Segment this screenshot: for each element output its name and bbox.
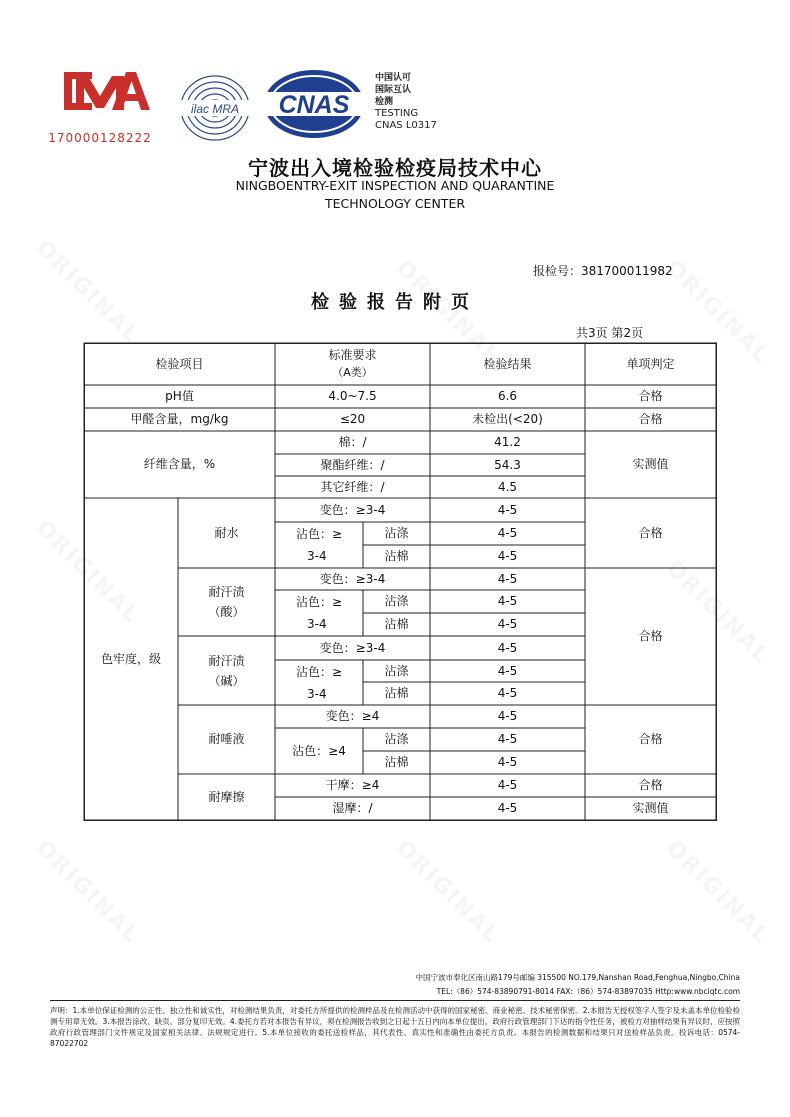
rubbing-wet-judgement: 实测值 <box>632 801 669 815</box>
saliva-stain-polyester: 沾涤 <box>384 732 409 746</box>
sweat-alkali-label-line2: （碱） <box>208 673 245 688</box>
ph-label: pH值 <box>165 389 194 403</box>
sweat-acid-change-result: 4-5 <box>497 571 518 586</box>
footer-statement: 声明：1.本单位保证检测的公正性、独立性和诚实性，对检测结果负责，对委托方所提供的检测样品及在检测活动中获得的国家秘密、商业秘密、技术秘密保密。2.本报告无授权签字人签字及未盖本单位检验检测专用章无效。3.本报告涂改、缺页、部分复印无效。4.委托方若对本报告有异议，须在检测报告收到之日起十五日内向本单位提出。政府行政管理部门下达的指令性任务，被检方对抽样结果有异议时，应按照政府行政管理部门文件规定及国家相关法律、法规规定进行。5.本单位接收的委托送检样品，其代表性、真实性和准确性由委托方负责。本报告的检测数据和结果只对送检样品负责。投诉电话：0574-87022702 <box>50 1006 740 1048</box>
sweat-acid-stain-cotton: 沾棉 <box>384 617 409 631</box>
page-info: 共3页 第2页 <box>576 326 644 340</box>
saliva-stain-cotton: 沾棉 <box>384 755 409 769</box>
rubbing-dry-standard: 干摩：≥4 <box>325 778 380 792</box>
sweat-acid-stain-polyester-result: 4-5 <box>497 594 518 608</box>
water-change-standard: 变色：≥3-4 <box>319 502 386 517</box>
header-result: 检验结果 <box>483 356 532 371</box>
cma-logo-text: CMA <box>100 114 103 115</box>
report-title: 检验报告附页 <box>311 292 479 313</box>
footer-address: 中国宁波市奉化区南山路179号邮编 315500 NO.179,Nanshan Road,Fenghua,Ningbo,China <box>415 973 740 982</box>
rubbing-dry-result: 4-5 <box>497 778 518 792</box>
rubbing-wet-standard: 湿摩：/ <box>332 801 373 815</box>
rubbing-wet-result: 4-5 <box>497 801 518 815</box>
sweat-alkali-stain-cotton: 沾棉 <box>384 686 409 700</box>
water-stain-polyester-result: 4-5 <box>497 526 518 540</box>
saliva-judgement: 合格 <box>638 732 663 746</box>
org-name-en-line2: TECHNOLOGY CENTER <box>324 196 466 211</box>
cnas-text-line: CNAS L0317 <box>375 120 437 131</box>
water-stain-label-line2: 3-4 <box>307 549 327 563</box>
fiber-standard-polyester: 聚酯纤维：/ <box>320 457 385 472</box>
org-name-en-line1: NINGBOENTRY-EXIT INSPECTION AND QUARANTINE <box>235 178 555 193</box>
sweat-acid-label-line1: 耐汗渍 <box>208 585 245 599</box>
fiber-result-cotton: 41.2 <box>494 435 521 449</box>
sweat-acid-stain-label <box>275 590 363 636</box>
cma-number: 170000128222 <box>48 131 152 145</box>
water-stain-cotton-result: 4-5 <box>497 549 518 563</box>
sweat-acid-stain-cotton-result: 4-5 <box>497 617 518 631</box>
sweat-acid-label <box>178 568 275 636</box>
water-stain-polyester: 沾涤 <box>384 526 409 540</box>
cnas-text-line: 检测 <box>375 97 394 107</box>
sweat-alkali-stain-label-line2: 3-4 <box>307 686 327 701</box>
water-stain-cotton: 沾棉 <box>384 549 409 563</box>
cnas-logo-text: CNAS <box>278 91 350 119</box>
sweat-alkali-change-standard: 变色：≥3-4 <box>319 640 386 655</box>
water-label: 耐水 <box>214 525 239 540</box>
fiber-result-other: 4.5 <box>497 479 518 494</box>
sweat-alkali-stain-polyester-result: 4-5 <box>497 663 518 678</box>
formaldehyde-result: 未检出(<20) <box>472 412 543 426</box>
footer-divider <box>50 1000 740 1001</box>
fiber-judgement: 实测值 <box>632 457 669 471</box>
cnas-text-line: 中国认可 <box>375 73 412 83</box>
ph-result: 6.6 <box>497 389 518 403</box>
sweat-acid-stain-label-line2: 3-4 <box>307 617 327 631</box>
sweat-acid-stain-label-line1: 沾色：≥ <box>295 595 343 609</box>
sweat-alkali-stain-cotton-result: 4-5 <box>497 686 518 700</box>
water-stain-label <box>275 522 363 568</box>
cnas-text-line: TESTING <box>375 108 419 119</box>
saliva-stain-polyester-result: 4-5 <box>497 732 518 746</box>
footer-contact: TEL:（86）574-83890791-8014 FAX:（86）574-83897035 Http:www.nbciqtc.com <box>436 987 740 996</box>
fiber-result-polyester: 54.3 <box>494 457 521 472</box>
water-change-result: 4-5 <box>497 502 518 517</box>
header-standard <box>275 343 430 385</box>
sweat-acid-stain-polyester: 沾涤 <box>384 594 409 608</box>
fiber-standard-other: 其它纤维：/ <box>320 479 385 494</box>
report-number: 报检号：381700011982 <box>533 264 673 278</box>
ph-judgement: 合格 <box>638 389 663 403</box>
formaldehyde-label: 甲醛含量，mg/kg <box>130 412 229 426</box>
rubbing-dry-judgement: 合格 <box>638 778 663 792</box>
saliva-stain-cotton-result: 4-5 <box>497 755 518 769</box>
saliva-change-result: 4-5 <box>497 709 518 723</box>
fiber-standard-cotton: 棉：/ <box>338 435 367 449</box>
header-item: 检验项目 <box>155 356 204 371</box>
ilac-logo-text: ilac MRA <box>190 102 240 116</box>
sweat-alkali-change-result: 4-5 <box>497 640 518 655</box>
sweat-acid-label-line2: （酸） <box>208 605 245 619</box>
ph-standard: 4.0~7.5 <box>328 389 377 403</box>
sweat-alkali-stain-label <box>275 660 363 705</box>
org-name-cn: 宁波出入境检验检疫局技术中心 <box>248 156 542 180</box>
header-standard-line1: 标准要求 <box>328 348 377 362</box>
formaldehyde-judgement: 合格 <box>638 412 663 426</box>
saliva-label: 耐唾液 <box>208 732 245 746</box>
fiber-label: 纤维含量，% <box>143 457 216 471</box>
water-stain-label-line1: 沾色：≥ <box>295 527 343 541</box>
sweat-judgement: 合格 <box>638 629 663 643</box>
rubbing-label: 耐摩擦 <box>208 789 245 804</box>
sweat-alkali-stain-polyester: 沾涤 <box>384 663 409 678</box>
colorfastness-label: 色牢度，级 <box>100 651 161 666</box>
sweat-alkali-stain-label-line1: 沾色：≥ <box>295 664 343 679</box>
sweat-acid-change-standard: 变色：≥3-4 <box>319 571 386 586</box>
water-judgement: 合格 <box>638 525 663 540</box>
sweat-alkali-label <box>178 636 275 705</box>
header-judgement: 单项判定 <box>626 356 675 371</box>
saliva-change-standard: 变色：≥4 <box>325 709 380 723</box>
formaldehyde-standard: ≤20 <box>339 412 366 426</box>
sweat-alkali-label-line1: 耐汗渍 <box>208 653 245 668</box>
cnas-text-line: 国际互认 <box>375 85 412 95</box>
header-standard-line2: （A类） <box>332 366 373 379</box>
saliva-stain-label: 沾色：≥4 <box>292 743 346 758</box>
